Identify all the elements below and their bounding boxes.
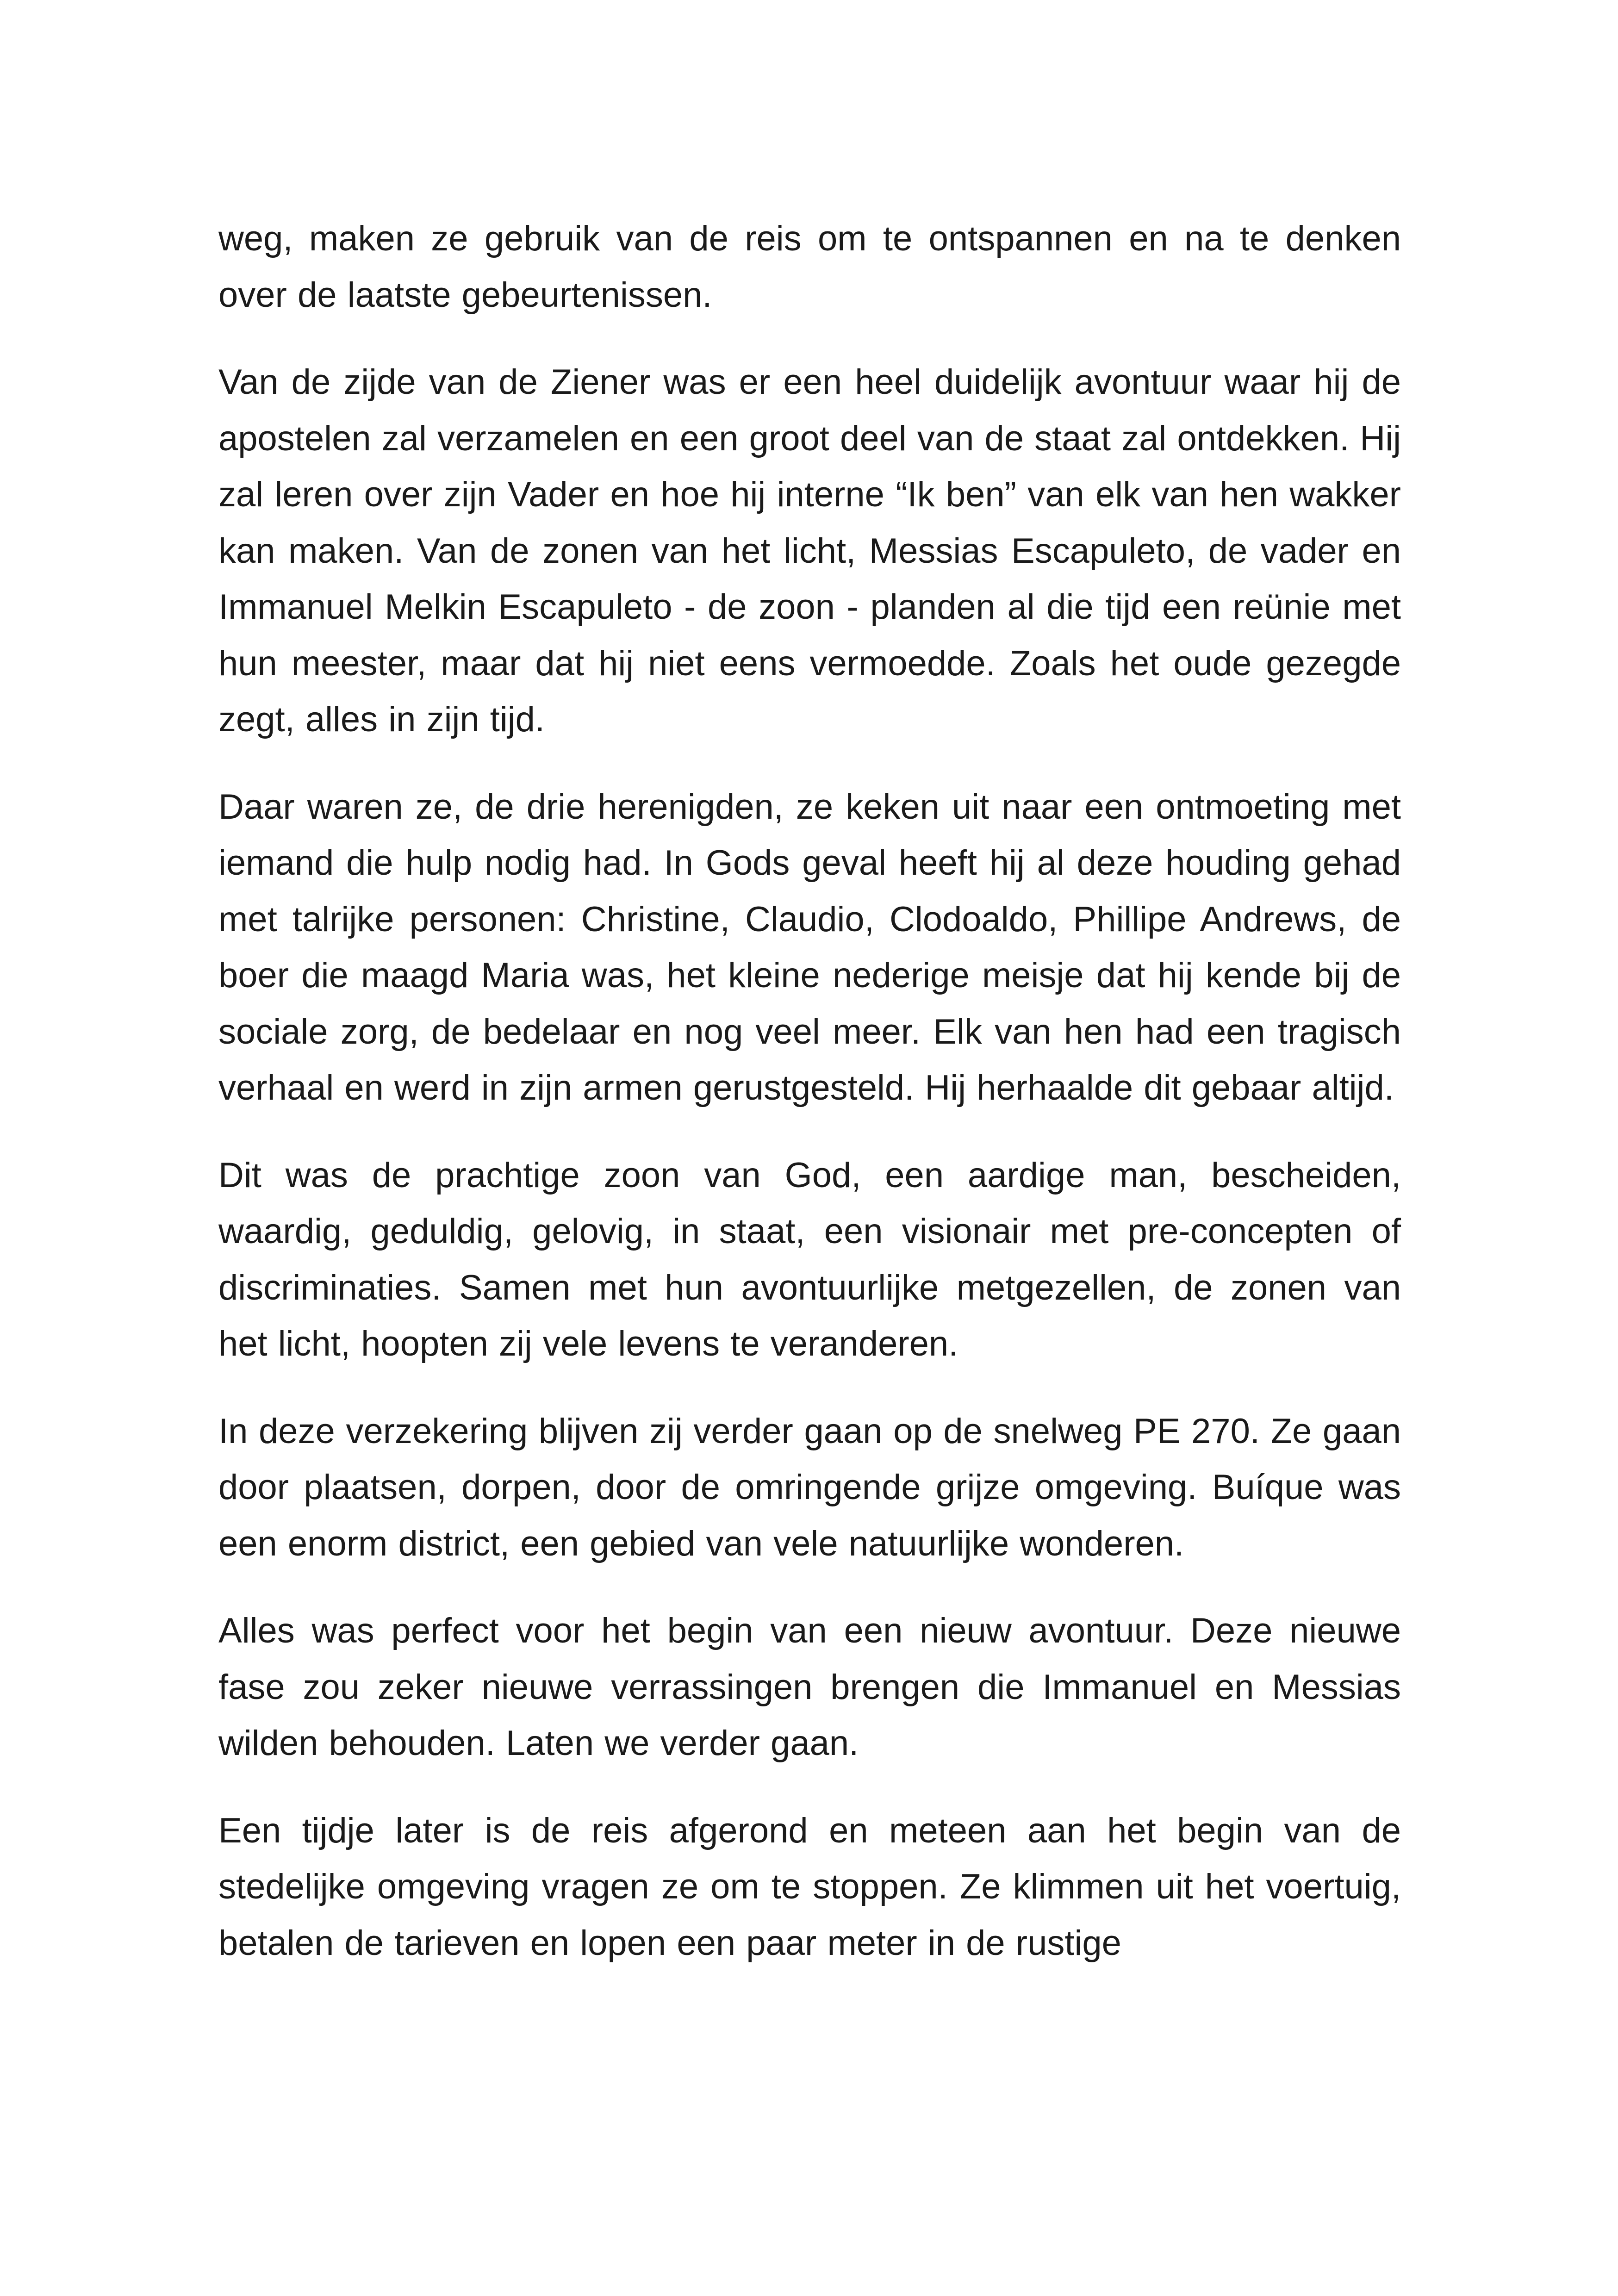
paragraph-5: In deze verzekering blijven zij verder gaan op de snelweg PE 270. Ze gaan door plaatsen, dorpen, door de omringende grijze omgeving. Buíque was een enorm district, een gebied van vele natuurlijke wonderen. (218, 1411, 1401, 1563)
paragraph-3: Daar waren ze, de drie herenigden, ze keken uit naar een ontmoeting met iemand die hulp nodig had. In Gods geval heeft hij al deze houding gehad met talrijke personen: Christine, Claudio, Clodoaldo, Phillipe Andrews, de boer die maagd Maria was, het kleine nederige meisje dat hij kende bij de sociale zorg, de bedelaar en nog veel meer. Elk van hen had een tragisch verhaal en werd in zijn armen gerustgesteld. Hij herhaalde dit gebaar altijd. (218, 787, 1401, 1108)
paragraph-1: weg, maken ze gebruik van de reis om te ontspannen en na te denken over de laatste gebeurtenissen. (218, 219, 1401, 315)
paragraph-7: Een tijdje later is de reis afgerond en meteen aan het begin van de stedelijke omgeving vragen ze om te stoppen. Ze klimmen uit het voertuig, betalen de tarieven en lopen een paar meter in de rustige (218, 1811, 1401, 1963)
paragraph-2: Van de zijde van de Ziener was er een heel duidelijk avontuur waar hij de apostelen zal verzamelen en een groot deel van de staat zal ontdekken. Hij zal leren over zijn Vader en hoe hij interne “Ik ben” van elk van hen wakker kan maken. Van de zonen van het licht, Messias Escapuleto, de vader en Immanuel Melkin Escapuleto - de zoon - planden al die tijd een reünie met hun meester, maar dat hij niet eens vermoedde. Zoals het oude gezegde zegt, alles in zijn tijd. (218, 362, 1401, 739)
body-text (218, 211, 1401, 1971)
paragraph-6: Alles was perfect voor het begin van een nieuw avontuur. Deze nieuwe fase zou zeker nieuwe verrassingen brengen die Immanuel en Messias wilden behouden. Laten we verder gaan. (218, 1611, 1401, 1763)
paragraph-4: Dit was de prachtige zoon van God, een aardige man, bescheiden, waardig, geduldig, gelovig, in staat, een visionair met pre-concepten of discriminaties. Samen met hun avontuurlijke metgezellen, de zonen van het licht, hoopten zij vele levens te veranderen. (218, 1155, 1401, 1363)
